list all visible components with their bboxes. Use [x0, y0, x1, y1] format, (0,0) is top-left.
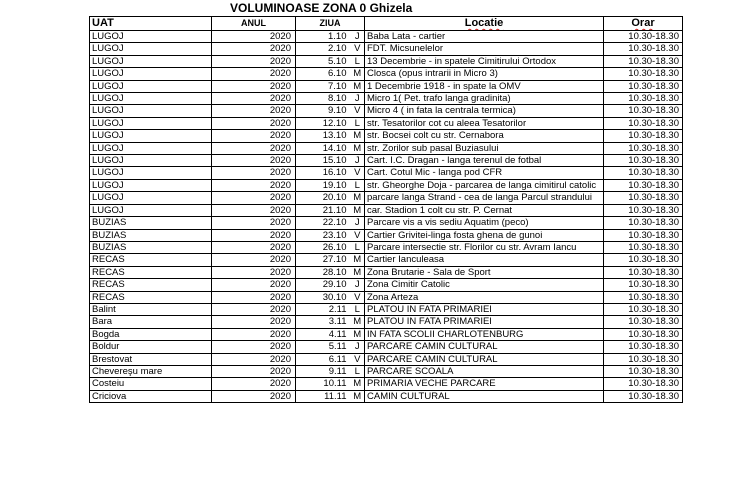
- year-cell: 2020: [212, 279, 296, 291]
- table-row: [90, 68, 683, 80]
- hours-cell: 10.30-18.30: [604, 204, 683, 216]
- year-cell: 2020: [212, 241, 296, 253]
- hours-cell: 10.30-18.30: [604, 192, 683, 204]
- uat-cell: LUGOJ: [90, 179, 212, 191]
- uat-cell: Bogda: [90, 328, 212, 340]
- uat-cell: LUGOJ: [90, 130, 212, 142]
- year-cell: 2020: [212, 316, 296, 328]
- date-cell: 27.10: [296, 254, 351, 266]
- weekday-cell: J: [351, 155, 365, 167]
- hours-cell: 10.30-18.30: [604, 378, 683, 390]
- location-cell: str. Zorilor sub pasal Buziasului: [365, 142, 604, 154]
- uat-cell: BUZIAS: [90, 229, 212, 241]
- uat-cell: RECAS: [90, 291, 212, 303]
- location-cell: 1 Decembrie 1918 - in spate la OMV: [365, 80, 604, 92]
- hours-cell: 10.30-18.30: [604, 254, 683, 266]
- year-cell: 2020: [212, 167, 296, 179]
- uat-cell: LUGOJ: [90, 68, 212, 80]
- hours-cell: 10.30-18.30: [604, 105, 683, 117]
- uat-cell: LUGOJ: [90, 142, 212, 154]
- hours-cell: 10.30-18.30: [604, 316, 683, 328]
- header-anul: ANUL: [212, 17, 296, 31]
- hours-cell: 10.30-18.30: [604, 229, 683, 241]
- location-cell: Cart. I.C. Dragan - langa terenul de fotbal: [365, 155, 604, 167]
- uat-cell: LUGOJ: [90, 105, 212, 117]
- location-cell: str. Gheorghe Doja - parcarea de langa cimitirul catolic: [365, 179, 604, 191]
- hours-cell: 10.30-18.30: [604, 142, 683, 154]
- table-row: [90, 279, 683, 291]
- location-cell: CAMIN CULTURAL: [365, 390, 604, 402]
- uat-cell: LUGOJ: [90, 167, 212, 179]
- weekday-cell: M: [351, 142, 365, 154]
- header-ziua: ZIUA: [296, 17, 365, 31]
- year-cell: 2020: [212, 105, 296, 117]
- location-cell: PARCARE SCOALA: [365, 365, 604, 377]
- date-cell: 23.10: [296, 229, 351, 241]
- uat-cell: RECAS: [90, 254, 212, 266]
- hours-cell: 10.30-18.30: [604, 341, 683, 353]
- year-cell: 2020: [212, 204, 296, 216]
- year-cell: 2020: [212, 179, 296, 191]
- location-cell: Cartier Grivitei-linga fosta ghena de gunoi: [365, 229, 604, 241]
- weekday-cell: M: [351, 390, 365, 402]
- date-cell: 12.10: [296, 117, 351, 129]
- location-cell: str. Tesatorilor cot cu aleea Tesatorilor: [365, 117, 604, 129]
- uat-cell: LUGOJ: [90, 192, 212, 204]
- table-row: [90, 217, 683, 229]
- year-cell: 2020: [212, 378, 296, 390]
- schedule-table: [89, 16, 683, 403]
- table-row: [90, 130, 683, 142]
- year-cell: 2020: [212, 155, 296, 167]
- uat-cell: LUGOJ: [90, 55, 212, 67]
- date-cell: 1.10: [296, 31, 351, 43]
- uat-cell: LUGOJ: [90, 117, 212, 129]
- table-row: [90, 241, 683, 253]
- table-row: [90, 142, 683, 154]
- date-cell: 10.11: [296, 378, 351, 390]
- date-cell: 9.11: [296, 365, 351, 377]
- weekday-cell: M: [351, 80, 365, 92]
- location-cell: car. Stadion 1 colt cu str. P. Cernat: [365, 204, 604, 216]
- hours-cell: 10.30-18.30: [604, 68, 683, 80]
- year-cell: 2020: [212, 68, 296, 80]
- year-cell: 2020: [212, 254, 296, 266]
- table-row: [90, 179, 683, 191]
- uat-cell: Chevereşu mare: [90, 365, 212, 377]
- table-row: [90, 43, 683, 55]
- weekday-cell: L: [351, 303, 365, 315]
- location-cell: Parcare intersectie str. Florilor cu str. Avram Iancu: [365, 241, 604, 253]
- year-cell: 2020: [212, 353, 296, 365]
- location-cell: Closca (opus intrarii in Micro 3): [365, 68, 604, 80]
- date-cell: 16.10: [296, 167, 351, 179]
- date-cell: 30.10: [296, 291, 351, 303]
- table-row: [90, 365, 683, 377]
- date-cell: 2.10: [296, 43, 351, 55]
- table-row: [90, 291, 683, 303]
- weekday-cell: J: [351, 217, 365, 229]
- weekday-cell: L: [351, 179, 365, 191]
- table-body: [90, 31, 683, 403]
- location-cell: parcare langa Strand - cea de langa Parcul strandului: [365, 192, 604, 204]
- location-cell: PARCARE CAMIN CULTURAL: [365, 341, 604, 353]
- table-row: [90, 266, 683, 278]
- table-row: [90, 192, 683, 204]
- date-cell: 9.10: [296, 105, 351, 117]
- header-uat: UAT: [90, 17, 212, 31]
- date-cell: 20.10: [296, 192, 351, 204]
- uat-cell: Costeiu: [90, 378, 212, 390]
- year-cell: 2020: [212, 130, 296, 142]
- hours-cell: 10.30-18.30: [604, 266, 683, 278]
- table-row: [90, 254, 683, 266]
- hours-cell: 10.30-18.30: [604, 55, 683, 67]
- hours-cell: 10.30-18.30: [604, 80, 683, 92]
- weekday-cell: M: [351, 266, 365, 278]
- location-cell: Cartier Ianculeasa: [365, 254, 604, 266]
- hours-cell: 10.30-18.30: [604, 353, 683, 365]
- location-cell: str. Bocsei colt cu str. Cernabora: [365, 130, 604, 142]
- year-cell: 2020: [212, 117, 296, 129]
- hours-cell: 10.30-18.30: [604, 130, 683, 142]
- header-locatie: Locatie: [365, 17, 604, 31]
- table-row: [90, 378, 683, 390]
- date-cell: 15.10: [296, 155, 351, 167]
- uat-cell: Balint: [90, 303, 212, 315]
- year-cell: 2020: [212, 217, 296, 229]
- uat-cell: LUGOJ: [90, 80, 212, 92]
- uat-cell: BUZIAS: [90, 241, 212, 253]
- uat-cell: RECAS: [90, 279, 212, 291]
- date-cell: 3.11: [296, 316, 351, 328]
- hours-cell: 10.30-18.30: [604, 31, 683, 43]
- year-cell: 2020: [212, 341, 296, 353]
- weekday-cell: V: [351, 105, 365, 117]
- table-row: [90, 341, 683, 353]
- date-cell: 5.11: [296, 341, 351, 353]
- location-cell: IN FATA SCOLII CHARLOTENBURG: [365, 328, 604, 340]
- date-cell: 8.10: [296, 93, 351, 105]
- date-cell: 14.10: [296, 142, 351, 154]
- table-row: [90, 93, 683, 105]
- hours-cell: 10.30-18.30: [604, 93, 683, 105]
- year-cell: 2020: [212, 43, 296, 55]
- location-cell: Cart. Cotul Mic - langa pod CFR: [365, 167, 604, 179]
- weekday-cell: L: [351, 365, 365, 377]
- date-cell: 22.10: [296, 217, 351, 229]
- weekday-cell: V: [351, 229, 365, 241]
- uat-cell: Bara: [90, 316, 212, 328]
- year-cell: 2020: [212, 55, 296, 67]
- date-cell: 6.10: [296, 68, 351, 80]
- weekday-cell: M: [351, 316, 365, 328]
- weekday-cell: L: [351, 241, 365, 253]
- weekday-cell: M: [351, 130, 365, 142]
- location-cell: 13 Decembrie - in spatele Cimitirului Ortodox: [365, 55, 604, 67]
- weekday-cell: M: [351, 192, 365, 204]
- year-cell: 2020: [212, 328, 296, 340]
- year-cell: 2020: [212, 390, 296, 402]
- weekday-cell: J: [351, 31, 365, 43]
- hours-cell: 10.30-18.30: [604, 328, 683, 340]
- uat-cell: Boldur: [90, 341, 212, 353]
- page-title: VOLUMINOASE ZONA 0 Ghizela: [230, 1, 413, 15]
- table-row: [90, 353, 683, 365]
- table-row: [90, 155, 683, 167]
- weekday-cell: M: [351, 254, 365, 266]
- weekday-cell: M: [351, 378, 365, 390]
- uat-cell: BUZIAS: [90, 217, 212, 229]
- uat-cell: LUGOJ: [90, 93, 212, 105]
- table-row: [90, 328, 683, 340]
- location-cell: PLATOU IN FATA PRIMARIEI: [365, 316, 604, 328]
- uat-cell: LUGOJ: [90, 31, 212, 43]
- hours-cell: 10.30-18.30: [604, 155, 683, 167]
- hours-cell: 10.30-18.30: [604, 291, 683, 303]
- year-cell: 2020: [212, 142, 296, 154]
- location-cell: PARCARE CAMIN CULTURAL: [365, 353, 604, 365]
- location-cell: PRIMARIA VECHE PARCARE: [365, 378, 604, 390]
- date-cell: 5.10: [296, 55, 351, 67]
- hours-cell: 10.30-18.30: [604, 365, 683, 377]
- year-cell: 2020: [212, 229, 296, 241]
- date-cell: 7.10: [296, 80, 351, 92]
- table-row: [90, 105, 683, 117]
- year-cell: 2020: [212, 365, 296, 377]
- year-cell: 2020: [212, 266, 296, 278]
- hours-cell: 10.30-18.30: [604, 241, 683, 253]
- table-row: [90, 229, 683, 241]
- weekday-cell: V: [351, 353, 365, 365]
- header-row: [90, 17, 683, 31]
- table-row: [90, 167, 683, 179]
- weekday-cell: V: [351, 167, 365, 179]
- table-row: [90, 316, 683, 328]
- year-cell: 2020: [212, 192, 296, 204]
- location-cell: Parcare vis a vis sediu Aquatim (peco): [365, 217, 604, 229]
- hours-cell: 10.30-18.30: [604, 167, 683, 179]
- uat-cell: LUGOJ: [90, 155, 212, 167]
- uat-cell: RECAS: [90, 266, 212, 278]
- year-cell: 2020: [212, 80, 296, 92]
- table-row: [90, 390, 683, 402]
- date-cell: 2.11: [296, 303, 351, 315]
- weekday-cell: V: [351, 43, 365, 55]
- table-row: [90, 204, 683, 216]
- location-cell: Micro 4 ( in fata la centrala termica): [365, 105, 604, 117]
- hours-cell: 10.30-18.30: [604, 179, 683, 191]
- table-row: [90, 55, 683, 67]
- date-cell: 21.10: [296, 204, 351, 216]
- location-cell: Zona Brutarie - Sala de Sport: [365, 266, 604, 278]
- date-cell: 11.11: [296, 390, 351, 402]
- hours-cell: 10.30-18.30: [604, 279, 683, 291]
- weekday-cell: J: [351, 341, 365, 353]
- date-cell: 29.10: [296, 279, 351, 291]
- date-cell: 4.11: [296, 328, 351, 340]
- date-cell: 28.10: [296, 266, 351, 278]
- date-cell: 26.10: [296, 241, 351, 253]
- location-cell: FDT. Micsunelelor: [365, 43, 604, 55]
- location-cell: Zona Cimitir Catolic: [365, 279, 604, 291]
- table-row: [90, 80, 683, 92]
- table-row: [90, 117, 683, 129]
- location-cell: Micro 1( Pet. trafo langa gradinita): [365, 93, 604, 105]
- uat-cell: Brestovat: [90, 353, 212, 365]
- year-cell: 2020: [212, 303, 296, 315]
- weekday-cell: J: [351, 279, 365, 291]
- hours-cell: 10.30-18.30: [604, 43, 683, 55]
- header-orar: Orar: [604, 17, 683, 31]
- uat-cell: LUGOJ: [90, 204, 212, 216]
- weekday-cell: M: [351, 68, 365, 80]
- weekday-cell: L: [351, 117, 365, 129]
- hours-cell: 10.30-18.30: [604, 217, 683, 229]
- uat-cell: Criciova: [90, 390, 212, 402]
- date-cell: 19.10: [296, 179, 351, 191]
- location-cell: Zona Arteza: [365, 291, 604, 303]
- location-cell: PLATOU IN FATA PRIMARIEI: [365, 303, 604, 315]
- table-row: [90, 303, 683, 315]
- weekday-cell: L: [351, 55, 365, 67]
- year-cell: 2020: [212, 31, 296, 43]
- uat-cell: LUGOJ: [90, 43, 212, 55]
- location-cell: Baba Lata - cartier: [365, 31, 604, 43]
- hours-cell: 10.30-18.30: [604, 303, 683, 315]
- weekday-cell: V: [351, 291, 365, 303]
- date-cell: 6.11: [296, 353, 351, 365]
- year-cell: 2020: [212, 291, 296, 303]
- hours-cell: 10.30-18.30: [604, 117, 683, 129]
- weekday-cell: M: [351, 328, 365, 340]
- hours-cell: 10.30-18.30: [604, 390, 683, 402]
- table-row: [90, 31, 683, 43]
- year-cell: 2020: [212, 93, 296, 105]
- weekday-cell: J: [351, 93, 365, 105]
- weekday-cell: M: [351, 204, 365, 216]
- date-cell: 13.10: [296, 130, 351, 142]
